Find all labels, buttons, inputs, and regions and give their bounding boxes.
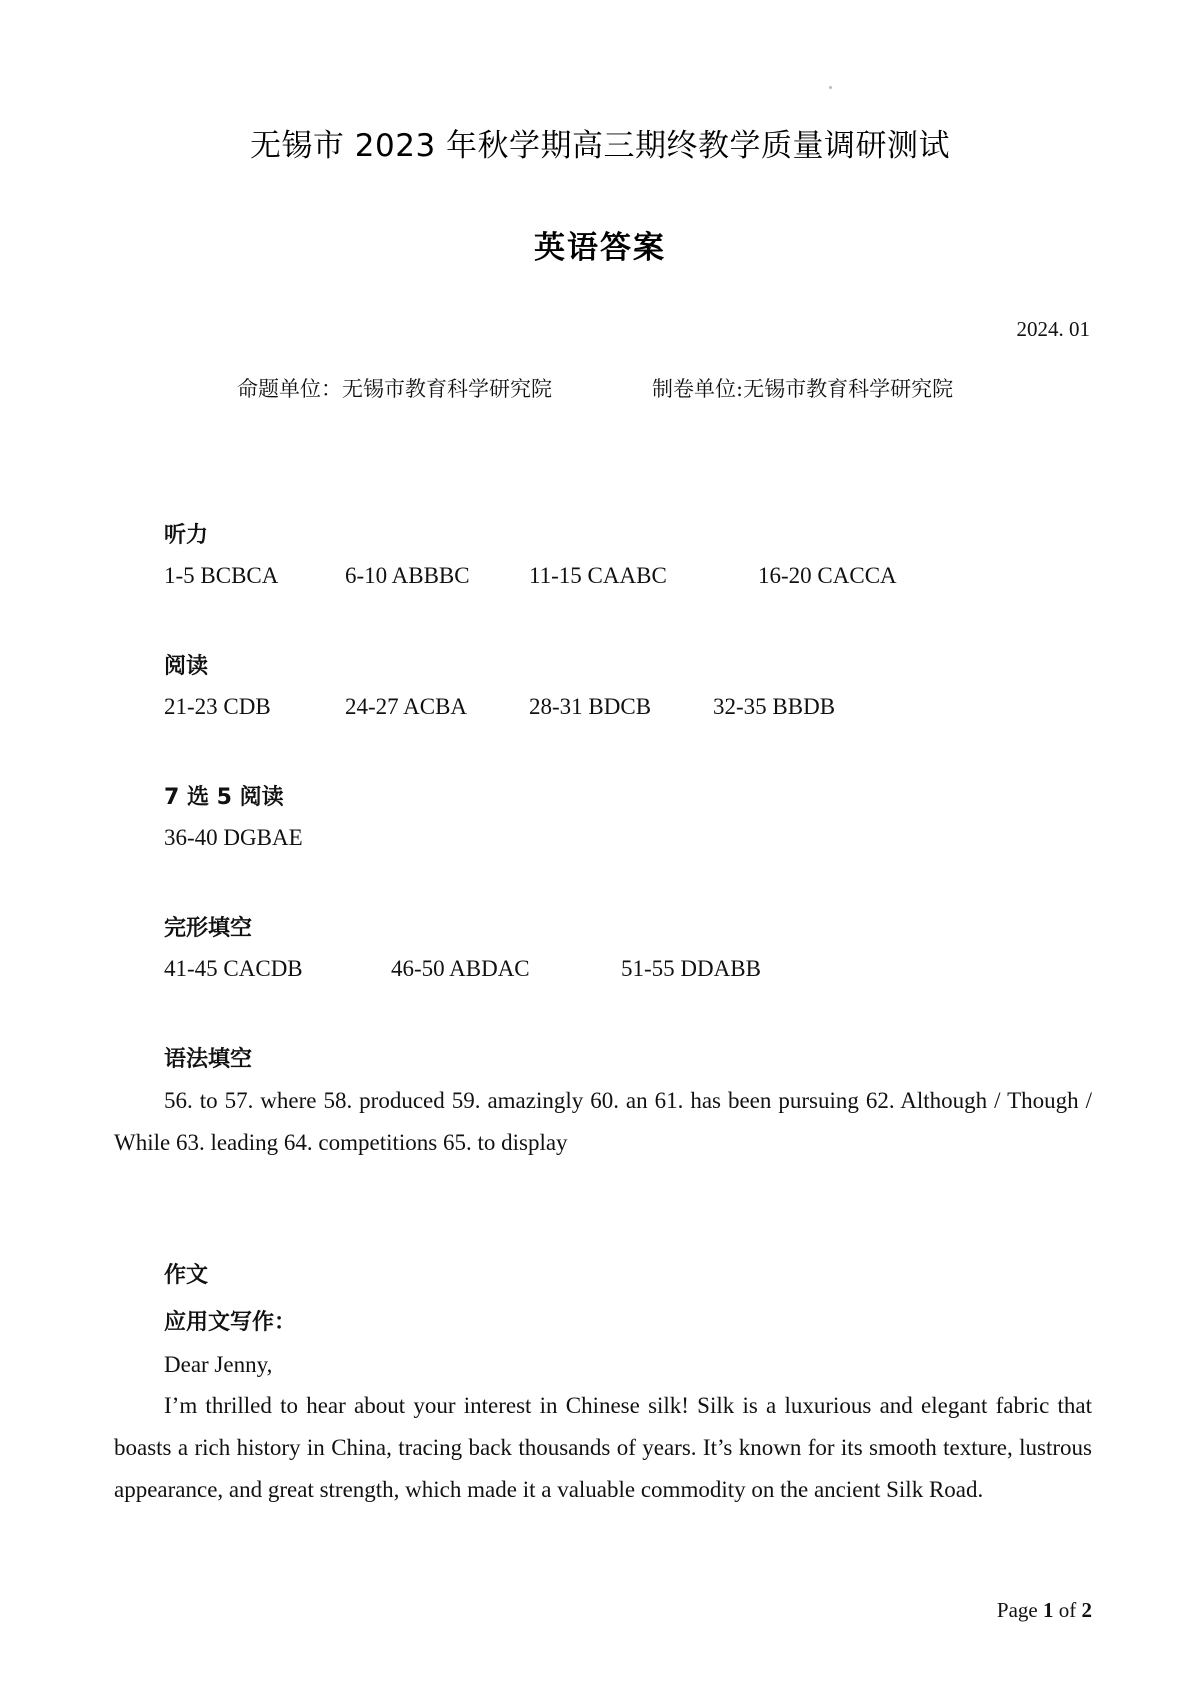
writing-heading: 作文 xyxy=(164,1263,209,1288)
answer-group: 24-27 ACBA xyxy=(345,694,468,719)
answer-group: 41-45 CACDB xyxy=(164,956,303,981)
page-footer xyxy=(997,1598,1092,1623)
page-label: Page xyxy=(996,1598,1038,1622)
page-title: 无锡市 2023 年秋学期高三期终教学质量调研测试 xyxy=(249,128,951,164)
setter-unit: 命题单位：无锡市教育科学研究院 xyxy=(237,377,552,401)
answer-group: 16-20 CACCA xyxy=(758,563,897,588)
scan-speck xyxy=(829,86,832,89)
seven-five-heading: 7 选 5 阅读 xyxy=(164,785,284,810)
page-subtitle: 英语答案 xyxy=(534,230,666,266)
writing-subheading: 应用文写作： xyxy=(164,1310,297,1335)
answer-group: 1-5 BCBCA xyxy=(164,563,279,588)
page-current: 1 xyxy=(1043,1598,1054,1622)
page-total: 2 xyxy=(1081,1598,1092,1622)
listening-heading: 听力 xyxy=(164,523,209,548)
letter-paragraph-text: I’m thrilled to hear about your interest in Chinese silk! Silk is a luxurious and elegant fabric that boasts a rich history in China, tracing back thousands of years. It’s known for its smooth texture, lustrous appearance, and great strength, which made it a valuable commodity on the ancient Silk Road. xyxy=(114,1393,1092,1502)
answer-group: 21-23 CDB xyxy=(164,694,271,719)
date-label: 2024. 01 xyxy=(1016,317,1090,341)
grammar-answers-text: 56. to 57. where 58. produced 59. amazingly 60. an 61. has been pursuing 62. Although / Though / While 63. leading 64. competitions 65. to display xyxy=(114,1088,1092,1155)
cloze-heading: 完形填空 xyxy=(164,916,253,941)
letter-greeting: Dear Jenny, xyxy=(164,1352,273,1377)
answer-group: 28-31 BDCB xyxy=(529,694,652,719)
answer-group: 6-10 ABBBC xyxy=(345,563,470,588)
answer-group: 36-40 DGBAE xyxy=(164,825,303,850)
printer-unit: 制卷单位:无锡市教育科学研究院 xyxy=(652,377,954,401)
answer-group: 11-15 CAABC xyxy=(529,563,667,588)
grammar-heading: 语法填空 xyxy=(164,1047,253,1072)
of-label: of xyxy=(1058,1598,1077,1622)
letter-paragraph xyxy=(114,1385,1092,1511)
answer-group: 32-35 BBDB xyxy=(713,694,836,719)
answer-group: 46-50 ABDAC xyxy=(391,956,530,981)
answer-group: 51-55 DDABB xyxy=(621,956,761,981)
grammar-answers xyxy=(114,1080,1092,1164)
reading-heading: 阅读 xyxy=(164,654,209,679)
